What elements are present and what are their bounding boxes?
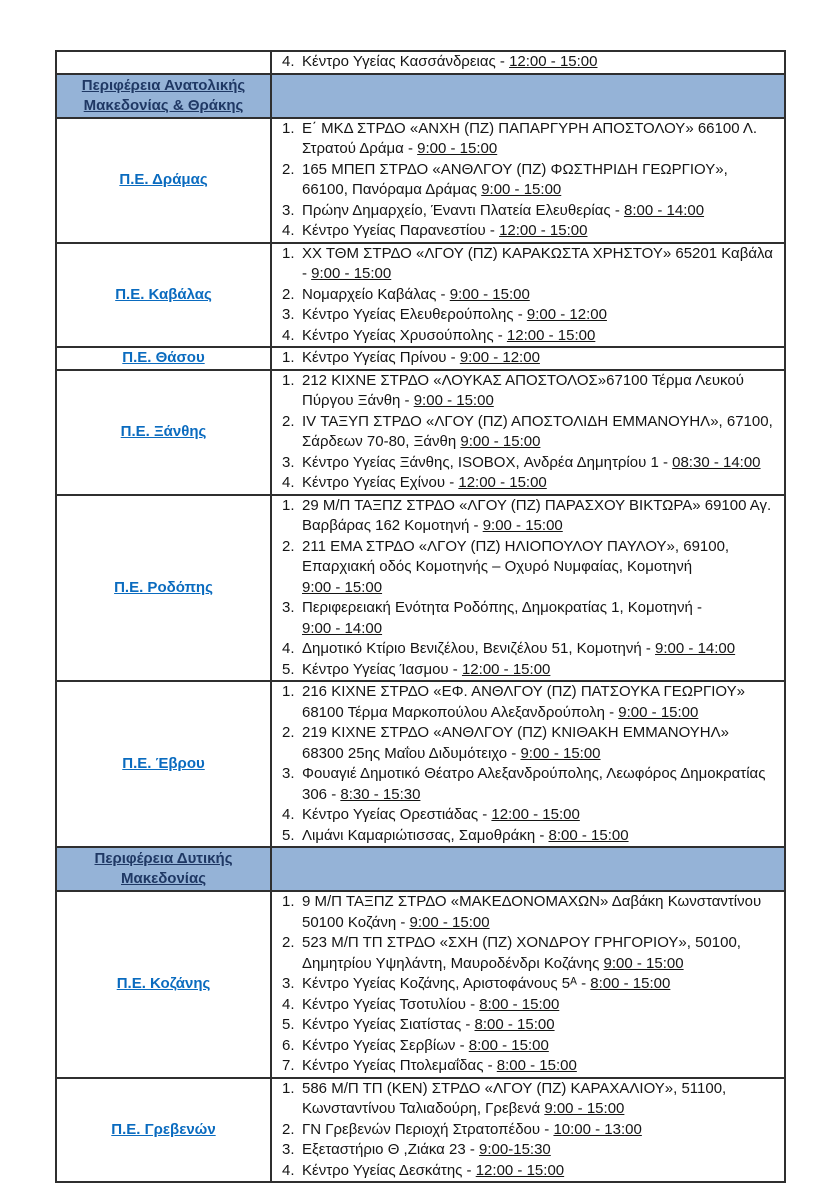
time-range: 9:00 - 15:00 (413, 392, 494, 409)
list-item (272, 496, 784, 537)
regional-unit-cell (56, 681, 271, 847)
locations-cell (271, 681, 785, 847)
regional-unit-cell (56, 51, 271, 74)
location-name: 29 Μ/Π ΤΑΞΠΖ ΣΤΡΔΟ «ΛΓΟΥ (ΠΖ) ΠΑΡΑΣΧΟΥ ΒΙΚΤΩΡΑ» 69100 Αγ. Βαρβάρας 162 Κομοτηνή - (302, 496, 772, 534)
list-item (272, 598, 784, 639)
list-item-number: 4. (282, 222, 295, 239)
list-item-number: 3. (282, 201, 295, 219)
list-item-number: 4. (282, 806, 295, 823)
locations-cell (271, 847, 785, 891)
locations-cell (271, 1078, 785, 1183)
list-item (272, 682, 784, 723)
list-item-number: 3. (282, 765, 295, 782)
list-item (272, 453, 784, 474)
list-item (272, 639, 784, 660)
time-range: 9:00 - 12:00 (459, 349, 540, 366)
regional-unit-cell (56, 347, 271, 370)
locations-cell (271, 495, 785, 682)
regional-unit-cell (56, 1078, 271, 1183)
list-item-number: 3. (282, 453, 295, 471)
locations-cell (271, 74, 785, 118)
location-name: 211 ΕΜΑ ΣΤΡΔΟ «ΛΓΟΥ (ΠΖ) ΗΛΙΟΠΟΥΛΟΥ ΠΑΥΛΟΥ», 69100, Επαρχιακή οδός Κομοτηνής – Οχυρό Νυμφαίας, Κομοτηνή (302, 537, 730, 575)
location-name: Κέντρο Υγείας Εχίνου - (302, 474, 459, 491)
list-item (272, 805, 784, 826)
table-row (56, 1078, 785, 1183)
list-item-number: 1. (282, 371, 295, 389)
table-row (56, 243, 785, 348)
list-item-number: 2. (282, 934, 295, 951)
list-item (272, 119, 784, 160)
list-item (272, 933, 784, 974)
location-name: ΓΝ Γρεβενών Περιοχή Στρατοπέδου - (302, 1120, 554, 1138)
location-name: Κέντρο Υγείας Σιατίστας - (302, 1016, 475, 1033)
list-item (272, 995, 784, 1016)
regional-unit-link[interactable]: Π.Ε. Γρεβενών (111, 1120, 216, 1138)
list-item-number: 3. (282, 975, 295, 992)
list-item (272, 326, 784, 347)
location-text (302, 639, 784, 660)
list-item (272, 1140, 784, 1161)
regional-unit-link[interactable]: Π.Ε. Ροδόπης (114, 578, 213, 596)
locations-cell (271, 243, 785, 348)
time-range: 9:00 - 15:00 (618, 703, 699, 721)
table-row (56, 118, 785, 243)
location-text (302, 660, 784, 681)
location-text (302, 371, 784, 412)
table-row (56, 681, 785, 847)
location-name: 165 ΜΠΕΠ ΣΤΡΔΟ «ΑΝΘΛΓΟΥ (ΠΖ) ΦΩΣΤΗΡΙΔΗ ΓΕΩΡΓΙΟΥ», 66100, Πανόραμα Δράμας (302, 160, 728, 198)
list-item-number: 4. (282, 474, 295, 491)
list-item (272, 1015, 784, 1036)
location-text (302, 473, 784, 494)
time-range: 12:00 - 15:00 (491, 806, 580, 823)
list-item (272, 285, 784, 306)
list-item (272, 974, 784, 995)
time-range: 12:00 - 15:00 (509, 53, 598, 70)
time-range: 8:00 - 15:00 (496, 1057, 577, 1074)
location-text (302, 496, 784, 537)
list-item (272, 160, 784, 201)
list-item (272, 371, 784, 412)
time-range: 8:00 - 15:00 (468, 1036, 549, 1054)
time-range: 8:30 - 15:30 (340, 785, 421, 803)
time-range: 12:00 - 15:00 (475, 1161, 565, 1179)
location-text (302, 52, 784, 73)
location-name: Λιμάνι Καμαριώτισσας, Σαμοθράκη - (302, 826, 549, 844)
time-range: 12:00 - 15:00 (458, 474, 547, 491)
regional-unit-link[interactable]: Π.Ε. Κοζάνης (116, 975, 211, 993)
location-text (302, 201, 784, 222)
list-item-number: 2. (282, 1120, 295, 1138)
location-text (302, 1161, 784, 1182)
list-item-number: 1. (282, 1079, 295, 1097)
location-name: Κέντρο Υγείας Ξάνθης, ISOBOX, Ανδρέα Δημητρίου 1 - (302, 453, 673, 471)
time-range: 10:00 - 13:00 (553, 1120, 642, 1138)
time-range: 8:00 - 14:00 (623, 201, 705, 219)
list-item (272, 201, 784, 222)
list-item-number: 5. (282, 826, 295, 844)
list-item-number: 4. (282, 53, 295, 70)
region-header-cell (56, 74, 271, 118)
list-item-number: 4. (282, 1161, 295, 1179)
list-item (272, 723, 784, 764)
location-name: Κέντρο Υγείας Πρίνου - (302, 349, 460, 366)
time-range: 9:00 - 15:00 (460, 433, 541, 450)
list-item (272, 660, 784, 681)
location-name: Κέντρο Υγείας Δεσκάτης - (302, 1161, 476, 1179)
location-name: 212 ΚΙΧΝΕ ΣΤΡΔΟ «ΛΟΥΚΑΣ ΑΠΟΣΤΟΛΟΣ»67100 Τέρμα Λευκού Πύργου Ξάνθη - (302, 371, 744, 409)
location-name: Ε΄ ΜΚΔ ΣΤΡΔΟ «ΑΝΧΗ (ΠΖ) ΠΑΠΑΡΓΥΡΗ ΑΠΟΣΤΟΛΟΥ» 66100 Λ. Στρατού Δράμα - (302, 119, 758, 157)
list-item (272, 1079, 784, 1120)
regional-unit-cell (56, 370, 271, 495)
region-header-row (56, 847, 785, 891)
location-text (302, 1036, 784, 1057)
location-name: 9 Μ/Π ΤΑΞΠΖ ΣΤΡΔΟ «ΜΑΚΕΔΟΝΟΜΑΧΩΝ» Δαβάκη Κωνσταντίνου 50100 Κοζάνη - (302, 893, 762, 931)
time-range: 8:00 - 15:00 (548, 826, 629, 844)
location-text (302, 933, 784, 974)
list-item-number: 1. (282, 119, 295, 137)
time-range: 9:00 - 15:00 (311, 265, 392, 282)
list-item-number: 2. (282, 285, 295, 303)
location-text (302, 826, 784, 847)
regional-unit-link[interactable]: Π.Ε. Ξάνθης (120, 423, 207, 440)
time-range: 9:00 - 15:00 (603, 954, 684, 972)
time-range: 12:00 - 15:00 (499, 222, 588, 239)
time-range: 9:00 - 12:00 (526, 306, 607, 323)
location-name: Κέντρο Υγείας Τσοτυλίου - (302, 995, 480, 1013)
regional-unit-link[interactable]: Π.Ε. Δράμας (119, 171, 208, 188)
location-name: Κέντρο Υγείας Κοζάνης, Αριστοφάνους 5ᴬ - (302, 975, 591, 992)
list-item (272, 244, 784, 285)
location-name: Κέντρο Υγείας Ίασμου - (302, 660, 462, 678)
location-name: Νομαρχείο Καβάλας - (302, 285, 450, 303)
time-range: 9:00 - 15:00 (449, 285, 530, 303)
location-text (302, 1079, 784, 1120)
location-name: Κέντρο Υγείας Ορεστιάδας - (302, 806, 492, 823)
location-name: Πρώην Δημαρχείο, Έναντι Πλατεία Ελευθερίας - (302, 201, 624, 219)
list-item-number: 4. (282, 995, 295, 1013)
location-text (302, 1140, 784, 1161)
list-item (272, 1036, 784, 1057)
locations-cell (271, 118, 785, 243)
list-item-number: 5. (282, 1016, 295, 1033)
list-item-number: 1. (282, 893, 295, 910)
time-range: 9:00 - 15:00 (302, 578, 383, 596)
list-item-number: 5. (282, 660, 295, 678)
time-range: 8:00 - 15:00 (474, 1016, 555, 1033)
time-range: 12:00 - 15:00 (506, 326, 596, 344)
location-name: 523 Μ/Π ΤΠ ΣΤΡΔΟ «ΣΧΗ (ΠΖ) ΧΟΝΔΡΟΥ ΓΡΗΓΟΡΙΟΥ», 50100, Δημητρίου Υψηλάντη, Μαυροδένδρι Κοζάνης (302, 934, 741, 972)
time-range: 9:00 - 15:00 (417, 140, 498, 157)
location-name: 219 ΚΙΧΝΕ ΣΤΡΔΟ «ΑΝΘΛΓΟΥ (ΠΖ) ΚΝΙΘΑΚΗ ΕΜΜΑΝΟΥΗΛ» 68300 25ης Μαΐου Διδυμότειχο - (302, 724, 729, 762)
location-text (302, 305, 784, 326)
location-name: Κέντρο Υγείας Σερβίων - (302, 1036, 469, 1054)
location-text (302, 1120, 784, 1141)
list-item (272, 537, 784, 599)
regional-unit-link[interactable]: Π.Ε. Θάσου (122, 349, 205, 367)
list-item (272, 412, 784, 453)
regional-unit-cell (56, 495, 271, 682)
locations-cell (271, 370, 785, 495)
list-item-number: 3. (282, 1141, 295, 1158)
location-name: Κέντρο Υγείας Πτολεμαΐδας - (302, 1057, 497, 1074)
time-range: 08:30 - 14:00 (672, 453, 761, 471)
time-range: 8:00 - 15:00 (590, 975, 671, 992)
location-text (302, 537, 784, 599)
regional-unit-link[interactable]: Π.Ε. Καβάλας (115, 285, 212, 303)
location-name: IV ΤΑΞΥΠ ΣΤΡΔΟ «ΛΓΟΥ (ΠΖ) ΑΠΟΣΤΟΛΙΔΗ ΕΜΜΑΝΟΥΗΛ», 67100, Σάρδεων 70-80, Ξάνθη (302, 412, 773, 450)
time-range: 8:00 - 15:00 (479, 995, 560, 1013)
location-text (302, 1015, 784, 1036)
location-text (302, 244, 784, 285)
list-item-number: 3. (282, 306, 295, 323)
region-header-cell (56, 847, 271, 891)
list-item-number: 4. (282, 326, 295, 344)
location-text (302, 348, 784, 369)
table-row (56, 891, 785, 1078)
list-item-number: 1. (282, 683, 295, 700)
list-item (272, 1161, 784, 1182)
time-range: 9:00 - 15:00 (520, 744, 601, 762)
schedule-table (55, 50, 786, 1183)
location-text (302, 160, 784, 201)
location-text (302, 892, 784, 933)
time-range: 9:00-15:30 (479, 1141, 551, 1158)
list-item-number: 4. (282, 640, 295, 657)
location-name: 586 Μ/Π ΤΠ (ΚΕΝ) ΣΤΡΔΟ «ΛΓΟΥ (ΠΖ) ΚΑΡΑΧΑΛΙΟΥ», 51100, Κωνσταντίνου Ταλιαδούρη, Γρεβενά (302, 1079, 727, 1117)
location-name: Περιφερειακή Ενότητα Ροδόπης, Δημοκρατίας 1, Κομοτηνή - (302, 599, 703, 616)
location-name: Φουαγιέ Δημοτικό Θέατρο Αλεξανδρούπολης, Λεωφόρος Δημοκρατίας 306 - (302, 765, 766, 803)
list-item (272, 1120, 784, 1141)
location-name: Κέντρο Υγείας Κασσάνδρειας - (302, 53, 510, 70)
list-item (272, 348, 784, 369)
list-item-number: 3. (282, 599, 295, 616)
list-item (272, 305, 784, 326)
region-header-row (56, 74, 785, 118)
schedule-table-body (56, 51, 785, 1182)
regional-unit-cell (56, 891, 271, 1078)
list-item (272, 52, 784, 73)
location-name: 216 ΚΙΧΝΕ ΣΤΡΔΟ «ΕΦ. ΑΝΘΛΓΟΥ (ΠΖ) ΠΑΤΣΟΥΚΑ ΓΕΩΡΓΙΟΥ» 68100 Τέρμα Μαρκοπούλου Αλεξανδρούπολη - (302, 683, 745, 721)
location-name: Κέντρο Υγείας Ελευθερούπολης - (302, 306, 527, 323)
time-range: 9:00 - 14:00 (655, 640, 736, 657)
locations-cell (271, 891, 785, 1078)
time-range: 9:00 - 15:00 (481, 181, 562, 198)
table-row (56, 51, 785, 74)
time-range: 9:00 - 14:00 (302, 619, 383, 637)
list-item-number: 6. (282, 1036, 295, 1054)
list-item (272, 892, 784, 933)
list-item (272, 1056, 784, 1077)
list-item-number: 2. (282, 412, 295, 430)
location-text (302, 764, 784, 805)
location-name: Εξεταστήριο Θ ,Ζιάκα 23 - (302, 1141, 480, 1158)
time-range: 12:00 - 15:00 (461, 660, 551, 678)
location-text (302, 805, 784, 826)
table-row (56, 347, 785, 370)
table-row (56, 495, 785, 682)
locations-cell (271, 347, 785, 370)
list-item (272, 764, 784, 805)
regional-unit-cell (56, 243, 271, 348)
location-name: Δημοτικό Κτίριο Βενιζέλου, Βενιζέλου 51, Κομοτηνή - (302, 640, 656, 657)
location-text (302, 453, 784, 474)
list-item (272, 221, 784, 242)
location-text (302, 598, 784, 639)
location-name: Κέντρο Υγείας Παρανεστίου - (302, 222, 500, 239)
region-header-label: Περιφέρεια Ανατολικής Μακεδονίας & Θράκης (81, 76, 246, 114)
list-item-number: 1. (282, 244, 295, 262)
regional-unit-link[interactable]: Π.Ε. Έβρου (122, 755, 205, 772)
location-text (302, 285, 784, 306)
location-text (302, 682, 784, 723)
list-item-number: 2. (282, 537, 295, 555)
list-item-number: 2. (282, 160, 295, 178)
list-item-number: 1. (282, 349, 295, 366)
time-range: 9:00 - 15:00 (409, 913, 490, 931)
regional-unit-cell (56, 118, 271, 243)
list-item (272, 473, 784, 494)
region-header-label: Περιφέρεια Δυτικής Μακεδονίας (94, 850, 233, 887)
location-text (302, 119, 784, 160)
list-item-number: 7. (282, 1057, 295, 1074)
list-item-number: 1. (282, 496, 295, 514)
list-item (272, 826, 784, 847)
location-name: Κέντρο Υγείας Χρυσούπολης - (302, 326, 507, 344)
location-text (302, 974, 784, 995)
location-text (302, 221, 784, 242)
list-item-number: 2. (282, 724, 295, 741)
location-text (302, 412, 784, 453)
time-range: 9:00 - 15:00 (482, 517, 563, 534)
location-name: ΧΧ ΤΘΜ ΣΤΡΔΟ «ΛΓΟΥ (ΠΖ) ΚΑΡΑΚΩΣΤΑ ΧΡΗΣΤΟΥ» 65201 Καβάλα - (302, 244, 773, 282)
location-text (302, 326, 784, 347)
locations-cell (271, 51, 785, 74)
location-text (302, 1056, 784, 1077)
table-row (56, 370, 785, 495)
time-range: 9:00 - 15:00 (544, 1100, 625, 1117)
location-text (302, 995, 784, 1016)
location-text (302, 723, 784, 764)
